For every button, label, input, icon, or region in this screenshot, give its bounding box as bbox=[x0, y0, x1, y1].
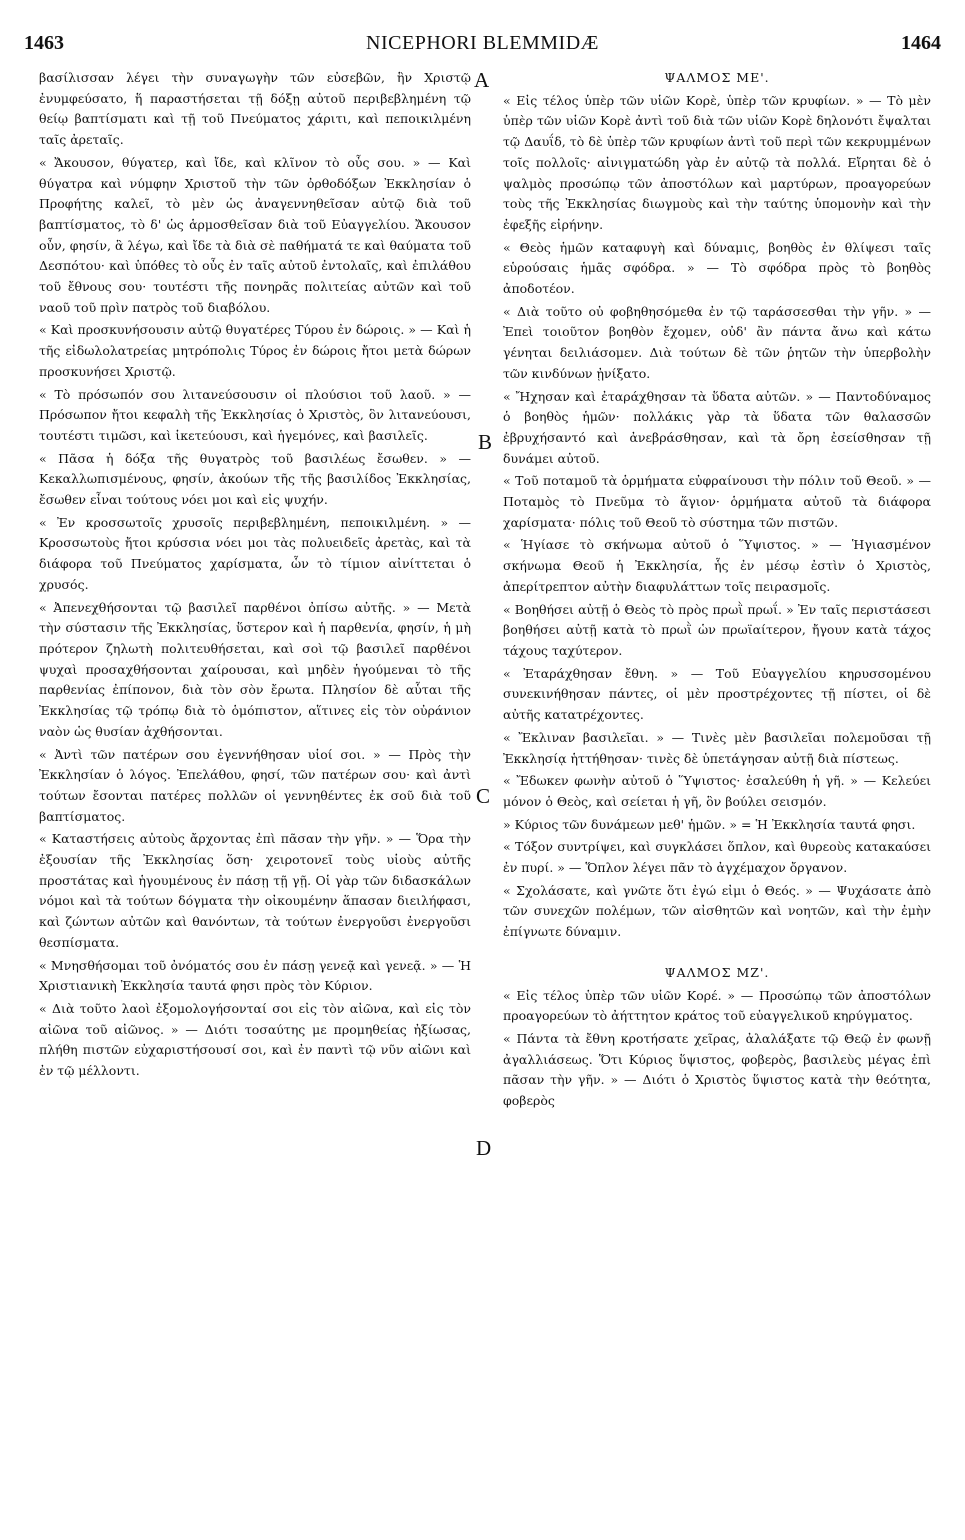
paragraph: « Ἔδωκεν φωνὴν αὐτοῦ ὁ Ὕψιστος· ἐσαλεύθη ἡ γῆ. » — Κελεύει μόνον ὁ Θεὸς, καὶ σείεται ἡ γῆ, ὃν βούλει σεισμόν. bbox=[503, 773, 931, 809]
paragraph: « Ἐν κροσσωτοῖς χρυσοῖς περιβεβλημένη, πεποικιλμένη. » — Κροσσωτοὺς ἤτοι κρύσσια νόει μοι τὰς πολυειδεῖς ἀρετὰς, καὶ τὰ διάφορα τοῦ Πνεύματος χαρίσματα, ὧν τὸ τίμιον αἰνίττεται ὁ χρυσός. bbox=[39, 514, 471, 592]
paragraph: « Μνησθήσομαι τοῦ ὀνόματός σου ἐν πάσῃ γενεᾷ καὶ γενεᾷ. » — Ἡ Χριστιανικὴ Ἐκκλησία ταυτά φησι πρὸς τὸν Κύριον. bbox=[39, 957, 471, 994]
psalm-heading: ΨΑΛΜΟΣ ΜΕ'. bbox=[664, 70, 770, 85]
paragraph: βασίλισσαν λέγει τὴν συναγωγὴν τῶν εὐσεβῶν, ἣν Χριστῷ ἐνυμφεύσατο, ἥ παραστήσεται τῇ δόξῃ αὐτοῦ περιβεβλημένη τῷ θείῳ βαπτίσματι καὶ τῇ τοῦ Πνεύματος χάριτι, καὶ πεποικιλμένη ταῖς ἀρεταῖς. bbox=[39, 70, 471, 148]
running-title: NICEPHORI BLEMMIDÆ bbox=[366, 32, 599, 54]
paragraph: « Εἰς τέλος ὑπὲρ τῶν υἱῶν Κορὲ, ὑπὲρ τῶν κρυφίων. » — Τὸ μὲν ὑπὲρ τῶν υἱῶν Κορὲ ἀντὶ τοῦ διὰ τῶν υἱῶν Κορὲ δηλονότι ἔψαλται τῷ Δαυΐδ, τὸ δὲ ὑπὲρ τῶν κρυφίων ἀντὶ τοῦ περὶ τῶν κεκρυμμένων τοῖς πολλοῖς· αἰνιγματώδη γὰρ ἐν αὐτῷ τὰ πολλά. Εἴρηται δὲ ὁ ψαλμὸς προσώπῳ τῶν ἀποστόλων καὶ μαρτύρων, προαγορεύων τοὺς τῆς Ἐκκλησίας διωγμοὺς καὶ τὴν ταύτης ὑπομονὴν καὶ τὴν ἐφεξῆς εἰρήνην. bbox=[503, 92, 931, 232]
paragraph: « Τὸ πρόσωπόν σου λιτανεύσουσιν οἱ πλούσιοι τοῦ λαοῦ. » — Πρόσωπον ἤτοι κεφαλὴ τῆς Ἐκκλησίας ὁ Χριστὸς, ὃν λιτανεύουσι, τουτέστι τιμῶσι, καὶ ἱκετεύουσι, καὶ ἡγεμόνες, καὶ βασιλεῖς. bbox=[39, 386, 471, 443]
paragraph: » Κύριος τῶν δυνάμεων μεθ' ἡμῶν. » = Ἡ Ἐκκλησία ταυτά φησι. bbox=[503, 816, 916, 832]
paragraph: « Βοηθήσει αὐτῇ ὁ Θεὸς τὸ πρὸς πρωῒ πρωΐ. » Ἐν ταῖς περιστάσεσι βοηθήσει αὐτῇ κατὰ τὸ πρωῒ ὡν πρωϊαίτερον, ἤγουν κατὰ τάχος τάχους ταχύτερον. bbox=[503, 601, 931, 658]
paragraph: « Πάντα τὰ ἔθνη κροτήσατε χεῖρας, ἀλαλάξατε τῷ Θεῷ ἐν φωνῇ ἀγαλλιάσεως. Ὅτι Κύριος ὕψιστος, φοβερὸς, βασιλεὺς μέγας ἐπὶ πᾶσαν τὴν γῆν. » — Διότι ὁ Χριστὸς ὕψιστος κατὰ τὴν θεότητα, φοβερὸς bbox=[503, 1030, 931, 1109]
right-column bbox=[503, 68, 931, 1114]
paragraph: « Ἐταράχθησαν ἔθνη. » — Τοῦ Εὐαγγελίου κηρυσσομένου συνεκινήθησαν πάντες, οἱ μὲν προστρέχοντες τῇ πίστει, οἱ δὲ αὐτῆς κατατρέχοντες. bbox=[503, 665, 931, 723]
paragraph: « Ἡγίασε τὸ σκήνωμα αὐτοῦ ὁ Ὕψιστος. » — Ἡγιασμένον σκήνωμα Θεοῦ ἡ Ἐκκλησία, ἧς ἐν μέσῳ ἐστὶν ὁ Χριστὸς, ἀπερίτρεπτον αὐτὴν διαφυλάττων τοῖς πειρασμοῖς. bbox=[503, 537, 931, 594]
paragraph: « Ἀντὶ τῶν πατέρων σου ἐγεννήθησαν υἱοί σοι. » — Πρὸς τὴν Ἐκκλησίαν ὁ λόγος. Ἐπελάθου, φησί, τῶν πατέρων σου· καὶ ἀντὶ τούτων ἔσονται πατέρες πολλῶν οἱ γεννηθέντες ἐκ σοῦ διὰ τοῦ βαπτίσματος. bbox=[39, 746, 471, 824]
paragraph: « Καταστήσεις αὐτοὺς ἄρχοντας ἐπὶ πᾶσαν τὴν γῆν. » — Ὅρα τὴν ἐξουσίαν τῆς Ἐκκλησίας ὅση· χειροτονεῖ τοὺς υἱοὺς αὐτῆς προστάτας καὶ ἡγουμένους ἐν πάσῃ τῇ γῇ. Οἱ γὰρ τῶν διδασκάλων νόμοι καὶ τὰ τούτων δόγματα τὴν οἰκουμένην ἅπασαν διειλήφασι, καὶ ζώντων αὐτῶν καὶ θανόντων, τὰ τούτων ἐνεργοῦσι ἐνεργοῦσι θεσπίσματα. bbox=[39, 831, 471, 950]
paragraph: « Πᾶσα ἡ δόξα τῆς θυγατρὸς τοῦ βασιλέως ἔσωθεν. » — Κεκαλλωπισμένους, φησίν, ἀκούων τῆς τῆς βασιλίδος Ἐκκλησίας, ἔσωθεν εἶναι τούτους νόει μοι καὶ εἰς ψυχήν. bbox=[39, 450, 471, 508]
paragraph: « Τοῦ ποταμοῦ τὰ ὁρμήματα εὐφραίνουσι τὴν πόλιν τοῦ Θεοῦ. » — Ποταμὸς τὸ Πνεῦμα τὸ ἅγιον· ὁρμήματα αὐτοῦ τὰ διάφορα χαρίσματα· πόλις τοῦ Θεοῦ τὸ σύστημα τῶν πιστῶν. bbox=[503, 473, 931, 530]
psalm-heading: ΨΑΛΜΟΣ ΜΖ'. bbox=[664, 964, 770, 980]
paragraph: « Θεὸς ἡμῶν καταφυγὴ καὶ δύναμις, βοηθὸς ἐν θλίψεσι ταῖς εὑρούσαις ἡμᾶς σφόδρα. » — Τὸ σφόδρα πρὸς τὸ βοηθὸς ἀποδοτέον. bbox=[503, 239, 931, 297]
paragraph: « Διὰ τοῦτο λαοὶ ἐξομολογήσονταί σοι εἰς τὸν αἰῶνα, καὶ εἰς τὸν αἰῶνα τοῦ αἰῶνος. » — Διότι τοσαύτης με προμηθείας ἠξίωσας, πλήθη πιστῶν εὐχαριστήσουσί σοι, καὶ ἐν παντὶ τῷ νῦν αἰῶνι καὶ ἐν τῷ μέλλοντι. bbox=[39, 1000, 471, 1079]
left-column bbox=[39, 68, 471, 1084]
paragraph: « Ἄκουσον, θύγατερ, καὶ ἴδε, καὶ κλῖνον τὸ οὖς σου. » — Καὶ θύγατρα καὶ νύμφην Χριστοῦ τὴν τῶν ὀρθοδόξων Ἐκκλησίαν ὁ Προφήτης καλεῖ, τὸ μὲν ὡς ἀναγεννηθεῖσαν αὐτῷ διὰ τοῦ βαπτίσματος, τὸ δ' ὡς ἁρμοσθεῖσαν διὰ τοῦ Εὐαγγελίου. Ἄκουσον οὖν, φησίν, ἃ λέγω, καὶ ἴδε τὰ διὰ σὲ παθήματά τε καὶ θαύματα τοῦ Δεσπότου· καὶ ὑπόθες τὸ οὖς ἐν ταῖς αὐτοῦ ἐντολαῖς, καὶ ἐπιλάθου τοῦ ἔθνους σου· τουτέστι τῆς πονηρᾶς πολιτείας αὐτῶν καὶ τοῦ ναοῦ τοῦ πρὶν πατρὸς τοῦ διαβόλου. bbox=[39, 154, 471, 315]
paragraph: « Σχολάσατε, καὶ γνῶτε ὅτι ἐγώ εἰμι ὁ Θεός. » — Ψυχάσατε ἀπὸ τῶν συνεχῶν πολέμων, τῶν αἰσθητῶν καὶ νοητῶν, καὶ τὴν ἐμὴν ἐπίγνωτε δύναμιν. bbox=[503, 882, 931, 940]
paragraph: « Ἀπενεχθήσονται τῷ βασιλεῖ παρθένοι ὀπίσω αὐτῆς. » — Μετὰ τὴν σύστασιν τῆς Ἐκκλησίας, ὕστερον καὶ ἡ παρθενία, φησίν, ἡ μὴ πρότερον ζηλωτὴ πολιτευθήσεται, καὶ σοὶ τῷ βασιλεῖ παρθένοι ψυχαὶ προσαχθήσονται χαίρουσαι, καὶ μηδὲν ἡγούμεναι τὸ τῆς παρθενίας ἐπίπονον, διὰ τὸν σὸν ἔρωτα. Πλησίον δὲ αὗται τῆς Ἐκκλησίας τῷ τρόπῳ διὰ τὸ ὁμόπιστον, αἵτινες εἰς τὸν οὐράνιον ναὸν ὡς θυσίαν ἀχθήσονται. bbox=[39, 599, 471, 739]
paragraph: « Τόξον συντρίψει, καὶ συγκλάσει ὅπλον, καὶ θυρεοὺς κατακαύσει ἐν πυρί. » — Ὅπλον λέγει πᾶν τὸ ἀγχέμαχον ὄργανον. bbox=[503, 839, 931, 876]
paragraph: « Διὰ τοῦτο οὐ φοβηθησόμεθα ἐν τῷ ταράσσεσθαι τὴν γῆν. » — Ἐπεὶ τοιοῦτον βοηθὸν ἔχομεν, οὐδ' ἂν πάντα ἄνω καὶ κάτω γένηται δειλιάσομεν. Διὰ τούτων δὲ τῶν ῥητῶν τὴν ὑπερβολὴν τῶν κινδύνων ᾐνίξατο. bbox=[503, 303, 931, 381]
paragraph: « Εἰς τέλος ὑπὲρ τῶν υἱῶν Κορέ. » — Προσώπῳ τῶν ἀποστόλων προαγορεύων τὸ ἀήττητον κράτος τοῦ εὐαγγελικοῦ κηρύγματος. bbox=[503, 987, 931, 1024]
page-header bbox=[24, 32, 941, 60]
page-number-left: 1463 bbox=[24, 32, 64, 54]
paragraph: « Καὶ προσκυνήσουσιν αὐτῷ θυγατέρες Τύρου ἐν δώροις. » — Καὶ ἡ τῆς εἰδωλολατρείας μητρόπολις Τύρος ἐν δώροις ἤτοι μετὰ δώρων προσκυνήσει Χριστῷ. bbox=[39, 322, 471, 379]
page-number-right: 1464 bbox=[901, 32, 941, 54]
margin-letter-d: D bbox=[476, 1136, 492, 1160]
margin-letter-b: B bbox=[478, 430, 493, 454]
margin-letter-a: A bbox=[474, 68, 490, 92]
paragraph: « Ἔκλιναν βασιλεῖαι. » — Τινὲς μὲν βασιλεῖαι πολεμοῦσαι τῇ Ἐκκλησίᾳ ἡττήθησαν· τινὲς δὲ ὑπετάγησαν αὐτῇ διὰ πίστεως. bbox=[503, 729, 931, 766]
paragraph: « Ἤχησαν καὶ ἐταράχθησαν τὰ ὕδατα αὐτῶν. » — Παντοδύναμος ὁ βοηθὸς ἡμῶν· πολλάκις γὰρ τὰ ὕδατα τῶν θαλασσῶν ἐβρυχήσαντό καὶ ἀνεβράσθησαν, καὶ τὰ ὄρη ἐσείσθησαν τῇ δυνάμει αὐτοῦ. bbox=[503, 388, 931, 466]
margin-letter-c: C bbox=[476, 784, 491, 808]
